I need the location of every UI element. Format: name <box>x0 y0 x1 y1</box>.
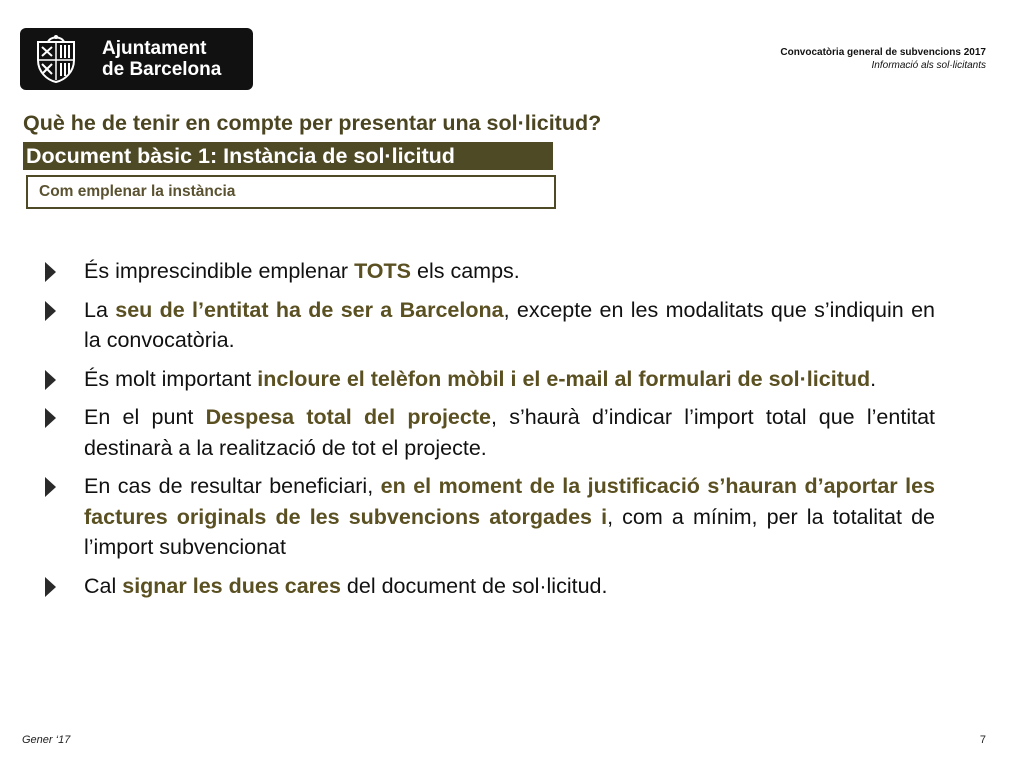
bullet-text: És molt important <box>84 366 258 391</box>
ajuntament-logo <box>20 28 253 90</box>
triangle-right-icon <box>44 300 57 322</box>
triangle-right-icon <box>44 476 57 498</box>
bullet-item <box>43 295 935 356</box>
page-number: 7 <box>979 734 986 746</box>
bullet-text: En cas de resultar beneficiari, <box>84 474 381 498</box>
bullet-highlight: TOTS <box>354 259 412 283</box>
bullet-text: Cal <box>84 573 123 598</box>
header-info <box>780 46 986 72</box>
bullet-text: És imprescindible emplenar <box>84 259 355 283</box>
triangle-right-icon <box>44 576 57 598</box>
bullet-text: . <box>870 366 877 391</box>
bullet-item <box>43 364 935 395</box>
bullet-text: , excepte en les modalitats que s’indiquin en la convocatòria. <box>84 297 935 352</box>
bullet-text: En el punt <box>84 405 206 429</box>
bullet-text: La <box>84 297 116 322</box>
triangle-right-icon <box>44 407 57 429</box>
bullet-highlight: en el moment de la justificació s’hauran d’aportar les factures originals de les subvencions atorgades i <box>84 474 936 529</box>
bullet-item <box>43 471 935 563</box>
slide-question: Què he de tenir en compte per presentar una sol·licitud? <box>23 111 602 135</box>
section-label: Com emplenar la instància <box>26 175 556 209</box>
triangle-right-icon <box>44 261 57 283</box>
header-title: Convocatòria general de subvencions 2017 <box>780 47 986 58</box>
footer-date: Gener ‘17 <box>22 734 71 746</box>
bullet-item <box>43 256 935 287</box>
bullet-text: , s’haurà d’indicar l’import total que l’entitat destinarà a la realització de tot el projecte. <box>84 405 935 460</box>
bullet-list <box>43 256 935 609</box>
bullet-text: , com a mínim, per la totalitat de l’import subvencionat <box>84 504 935 559</box>
bullet-text: els camps. <box>411 259 520 283</box>
logo-line2: de Barcelona <box>102 59 222 80</box>
bullet-item <box>43 571 935 602</box>
logo-text <box>102 38 221 80</box>
bullet-highlight: incloure el telèfon mòbil i el e-mail al formulari de sol·licitud <box>257 366 871 391</box>
triangle-right-icon <box>44 369 57 391</box>
bullet-item <box>43 402 935 463</box>
bullet-highlight: signar les dues cares <box>122 573 341 598</box>
bullet-highlight: seu de l’entitat ha de ser a Barcelona <box>115 297 504 322</box>
bullet-highlight: Despesa total del projecte <box>205 405 491 429</box>
header-subtitle: Informació als sol·licitants <box>871 60 986 71</box>
barcelona-shield-icon <box>32 34 80 84</box>
bullet-text: del document de sol·licitud. <box>340 573 608 598</box>
logo-line1: Ajuntament <box>102 38 207 59</box>
document-title-banner: Document bàsic 1: Instància de sol·licitud <box>23 142 553 170</box>
